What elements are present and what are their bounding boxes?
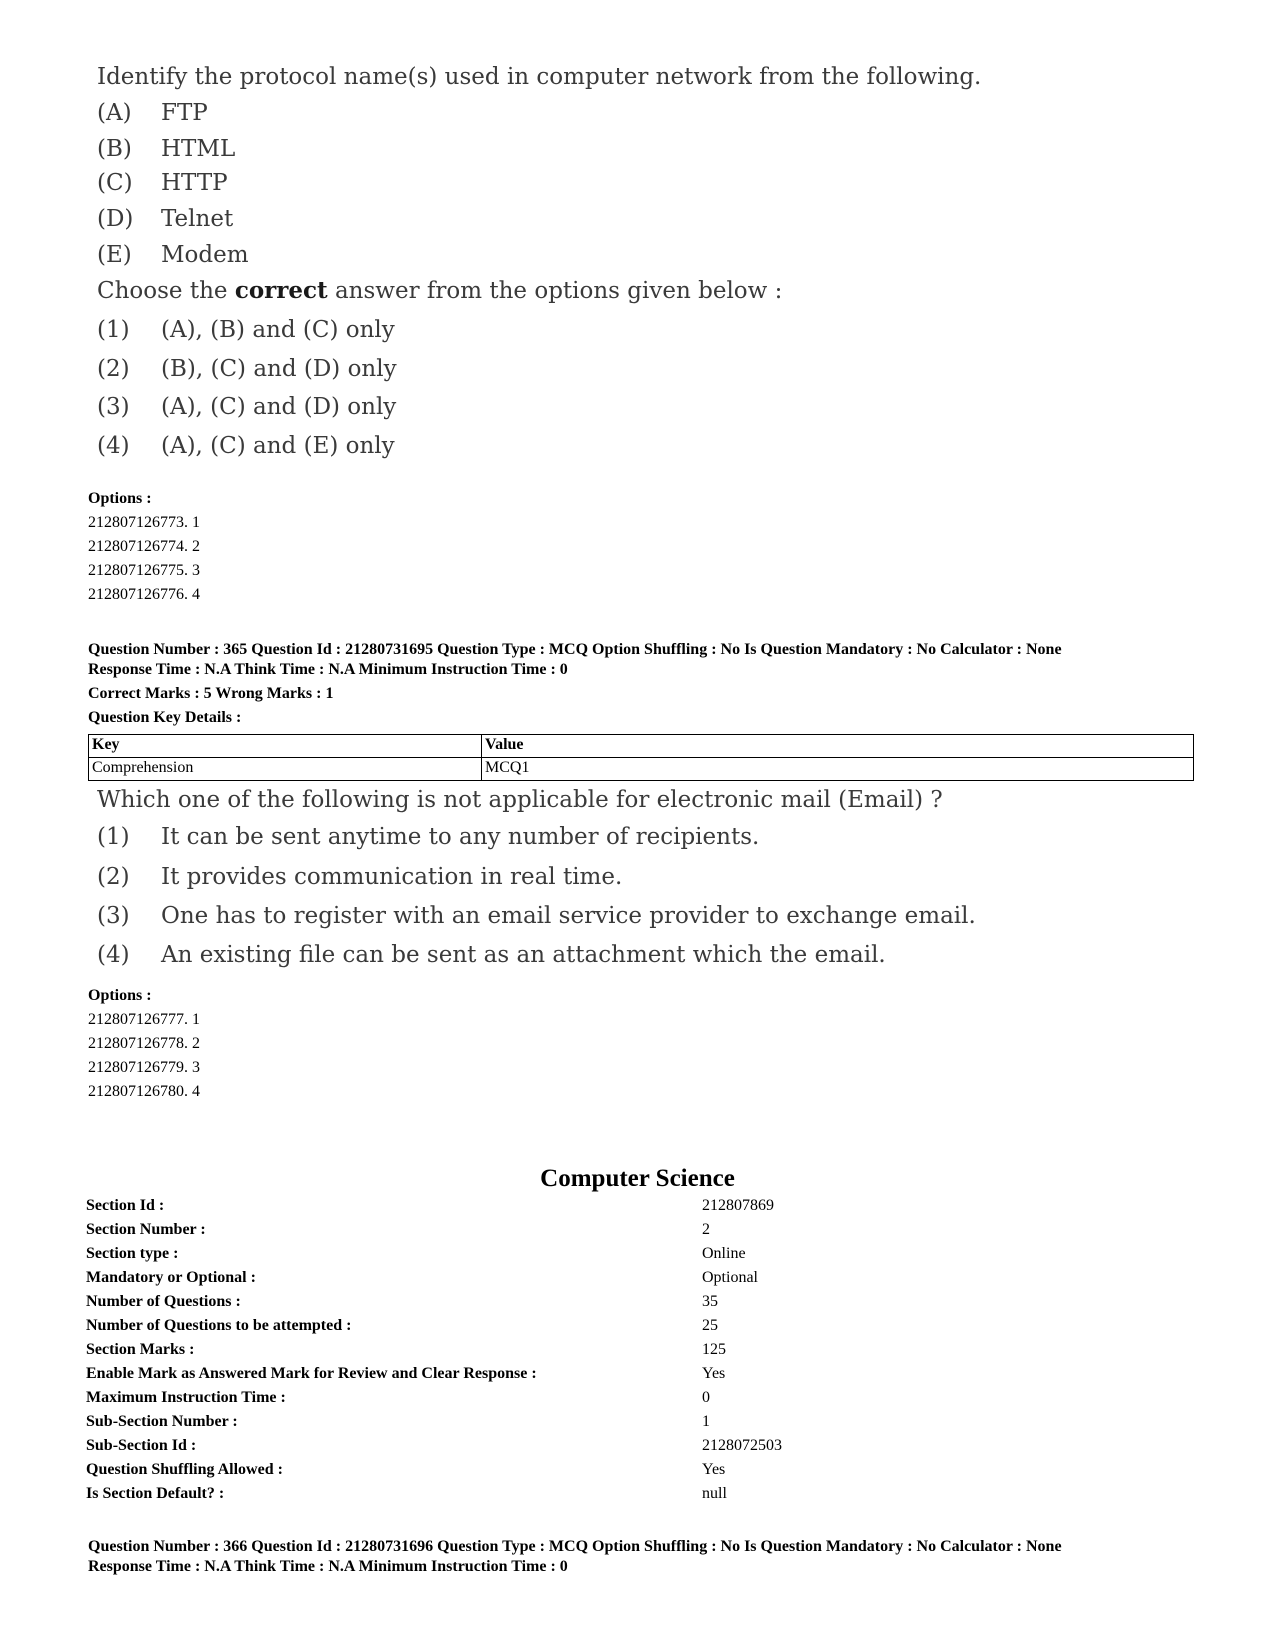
answer-text: (A), (C) and (D) only [161,394,397,420]
section-info-key: Sub-Section Id : [86,1437,197,1454]
question-marks: Correct Marks : 5 Wrong Marks : 1 [88,685,334,702]
option-id: 212807126774. 2 [88,538,200,555]
answer-label: (2) [97,864,130,890]
answer-text: It can be sent anytime to any number of recipients. [161,824,760,850]
answer-text: It provides communication in real time. [161,864,623,890]
section-info-value: 0 [702,1389,710,1406]
answer-label: (3) [97,903,130,929]
question-timing: Response Time : N.A Think Time : N.A Minimum Instruction Time : 0 [88,661,568,678]
answer-label: (4) [97,942,130,968]
answer-text: (B), (C) and (D) only [161,356,397,382]
option-id: 212807126775. 3 [88,562,200,579]
section-info-key: Number of Questions to be attempted : [86,1317,352,1334]
section-title: Computer Science [540,1165,735,1192]
question-meta: Question Number : 366 Question Id : 21280731696 Question Type : MCQ Option Shuffling : No Is Question Mandatory : No Calculator : None [88,1538,1062,1555]
section-info-key: Section type : [86,1245,179,1262]
statement-text: Telnet [161,206,234,232]
option-id: 212807126777. 1 [88,1011,200,1028]
section-info-value: 2 [702,1221,710,1238]
statement-label: (A) [97,100,132,126]
statement-item [97,206,233,232]
table-cell-value: MCQ1 [482,758,1194,781]
statement-label: (B) [97,136,132,162]
key-details-heading: Question Key Details : [88,709,242,726]
table-header-value: Value [482,735,1194,758]
section-info-value: 1 [702,1413,710,1430]
section-info-key: Number of Questions : [86,1293,241,1310]
answer-label: (4) [97,433,130,459]
answer-choice [97,356,397,382]
table-row [89,758,1194,781]
statement-text: Modem [161,242,249,268]
statement-label: (C) [97,170,133,196]
question-meta: Question Number : 365 Question Id : 21280731695 Question Type : MCQ Option Shuffling : No Is Question Mandatory : No Calculator : None [88,641,1062,658]
table-cell-key: Comprehension [89,758,482,781]
answer-label: (3) [97,394,130,420]
choose-instruction: Choose the correct answer from the options given below : [97,277,783,304]
section-info-key: Maximum Instruction Time : [86,1389,286,1406]
statement-item [97,170,228,196]
section-info-key: Section Number : [86,1221,206,1238]
section-info-value: Optional [702,1269,758,1286]
section-info-key: Sub-Section Number : [86,1413,238,1430]
section-info-value: 125 [702,1341,726,1358]
answer-choice [97,864,622,890]
option-id: 212807126776. 4 [88,586,200,603]
statement-text: FTP [161,100,208,126]
question-stem: Which one of the following is not applicable for electronic mail (Email) ? [97,787,943,813]
section-info-key: Section Marks : [86,1341,195,1358]
statement-item [97,100,208,126]
answer-label: (1) [97,824,130,850]
section-info-value: 25 [702,1317,718,1334]
option-id: 212807126780. 4 [88,1083,200,1100]
section-info-value: null [702,1485,727,1502]
options-heading: Options : [88,987,152,1004]
section-info-key: Section Id : [86,1197,165,1214]
statement-text: HTML [161,136,236,162]
question-stem: Identify the protocol name(s) used in computer network from the following. [97,64,982,90]
answer-text: (A), (C) and (E) only [161,433,395,459]
section-info-value: Online [702,1245,746,1262]
statement-label: (E) [97,242,132,268]
answer-choice [97,317,395,343]
answer-choice [97,903,976,929]
table-header-key: Key [89,735,482,758]
options-heading: Options : [88,490,152,507]
section-info-value: 212807869 [702,1197,774,1214]
section-info-key: Mandatory or Optional : [86,1269,256,1286]
statement-item [97,242,249,268]
answer-label: (1) [97,317,130,343]
answer-choice [97,942,886,968]
section-info-value: 2128072503 [702,1437,782,1454]
statement-text: HTTP [161,170,228,196]
answer-choice [97,433,395,459]
section-info-value: Yes [702,1461,726,1478]
option-id: 212807126779. 3 [88,1059,200,1076]
option-id: 212807126773. 1 [88,514,200,531]
answer-text: An existing file can be sent as an attachment which the email. [161,942,886,968]
statement-label: (D) [97,206,134,232]
table-header-row [89,735,1194,758]
answer-text: (A), (B) and (C) only [161,317,395,343]
section-info-value: Yes [702,1365,726,1382]
answer-text: One has to register with an email service provider to exchange email. [161,903,976,929]
section-info-key: Enable Mark as Answered Mark for Review and Clear Response : [86,1365,537,1382]
section-info-key: Question Shuffling Allowed : [86,1461,283,1478]
section-info-value: 35 [702,1293,718,1310]
question-timing: Response Time : N.A Think Time : N.A Minimum Instruction Time : 0 [88,1558,568,1575]
option-id: 212807126778. 2 [88,1035,200,1052]
answer-choice [97,394,396,420]
answer-choice [97,824,759,850]
statement-item [97,136,235,162]
answer-label: (2) [97,356,130,382]
section-info-key: Is Section Default? : [86,1485,225,1502]
key-details-table [88,734,1194,781]
